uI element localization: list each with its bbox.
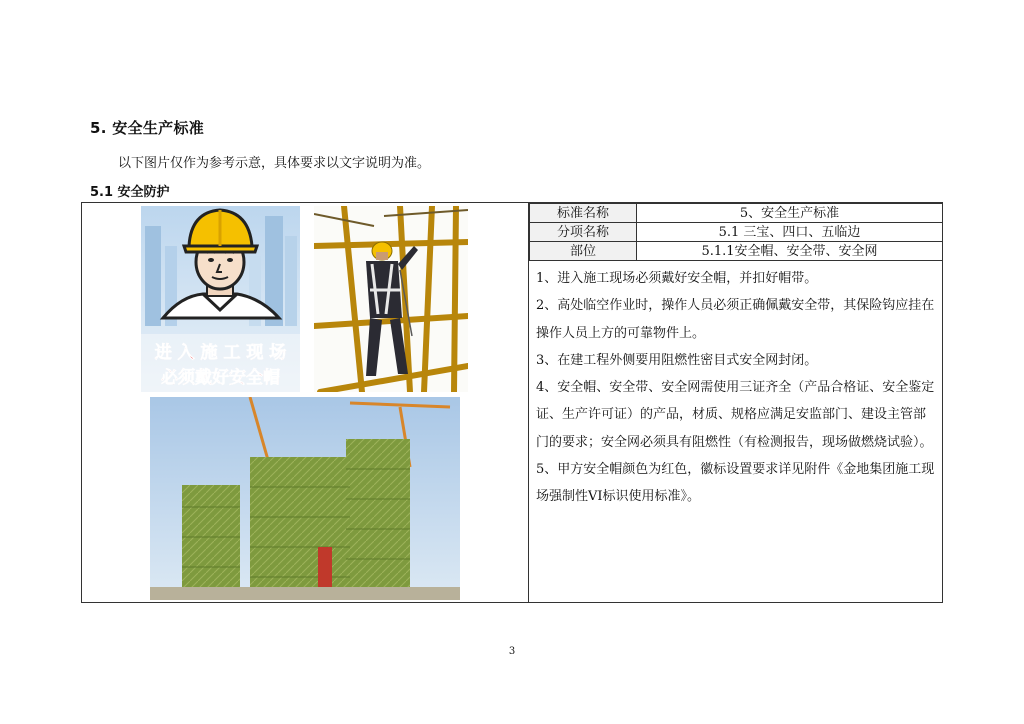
item-name-label: 分项名称 [530, 223, 637, 242]
table-row [530, 223, 943, 242]
standard-info-table [529, 203, 943, 261]
location-label: 部位 [530, 242, 637, 261]
standard-name-label: 标准名称 [530, 204, 637, 223]
requirement-item: 4、安全帽、安全带、安全网需使用三证齐全（产品合格证、安全鉴定证、生产许可证）的产品，材质、规格应满足安监部门、建设主管部门的要求；安全网必须具有阻燃性（有检测报告，现场做燃烧试验）。 [536, 380, 935, 450]
requirement-item: 2、高处临空作业时，操作人员必须正确佩戴安全带，其保险钩应挂在操作人员上方的可靠物件上。 [536, 298, 935, 341]
requirement-item: 1、进入施工现场必须戴好安全帽，并扣好帽带。 [536, 271, 818, 286]
poster-slogan-line2: 必须戴好安全帽 [161, 368, 280, 388]
location-value: 5.1.1安全帽、安全带、安全网 [637, 242, 943, 261]
standard-name-value: 5、安全生产标准 [637, 204, 943, 223]
safety-net-building-image [150, 397, 460, 600]
table-row [530, 204, 943, 223]
subsection-title: 5.1 安全防护 [90, 185, 170, 200]
harness-worker-image [314, 206, 468, 392]
netted-building-illustration [150, 397, 460, 600]
intro-text: 以下图片仅作为参考示意，具体要求以文字说明为准。 [118, 156, 431, 171]
section-title: 5. 安全生产标准 [90, 119, 205, 137]
requirement-item: 5、甲方安全帽颜色为红色，徽标设置要求详见附件《金地集团施工现场强制性VI标识使用标准》。 [536, 462, 935, 505]
scaffold-worker-illustration [314, 206, 468, 392]
page-number: 3 [508, 646, 516, 657]
helmet-poster-illustration [141, 206, 300, 392]
requirement-item: 3、在建工程外侧要用阻燃性密目式安全网封闭。 [536, 352, 818, 368]
poster-slogan-line1: 进 入 施 工 现 场 [154, 343, 287, 363]
table-divider [528, 202, 529, 603]
helmet-poster-image [141, 206, 300, 392]
requirements-list [536, 265, 936, 511]
item-name-value: 5.1 三宝、四口、五临边 [637, 223, 943, 242]
table-row [530, 242, 943, 261]
